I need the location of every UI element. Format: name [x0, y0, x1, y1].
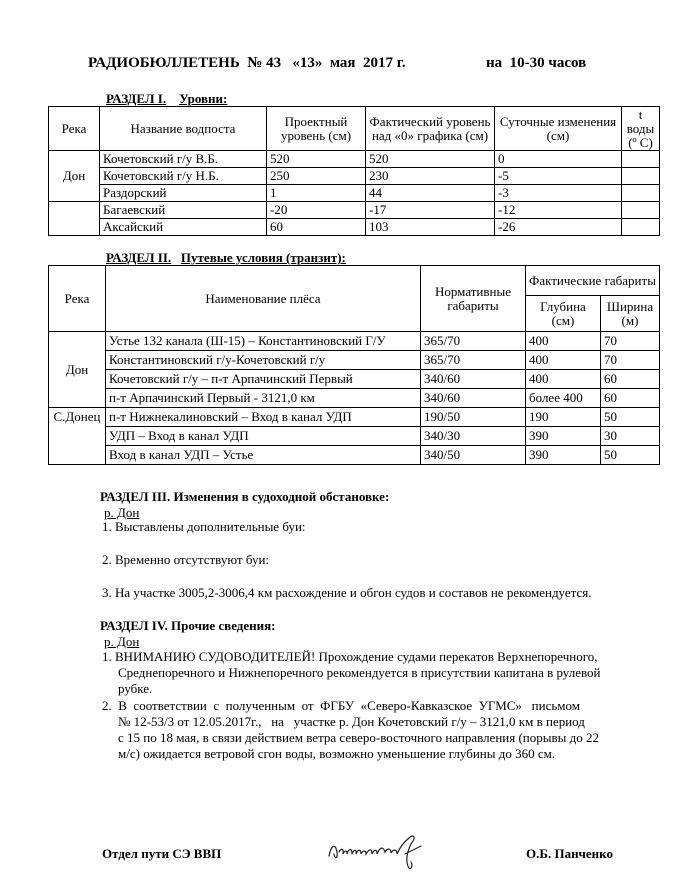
table-row: [49, 446, 660, 465]
station-name: Кочетовский г/у Н.Б.: [100, 168, 267, 185]
table-row: [49, 408, 660, 427]
width-value: 50: [601, 446, 660, 465]
actual-level: 103: [366, 219, 495, 236]
section4-item-2-line-1: 2. В соответствии с полученным от ФГБУ «Северо-Кавказское УГМС» письмом: [102, 698, 581, 713]
section4-item-1-line-3: рубке.: [118, 681, 153, 696]
table-row: [49, 185, 660, 202]
table-row: [49, 219, 660, 236]
bulletin-title: РАДИОБЮЛЛЕТЕНЬ № 43 «13» мая 2017 г.: [88, 55, 406, 71]
design-level: 520: [267, 151, 366, 168]
section4-item-2-line-4: м/с) ожидается ветровой сгон воды, возможно уменьшение глубины до 360 см.: [118, 746, 556, 761]
section1-title: Уровни:: [179, 91, 228, 106]
width-value: 70: [601, 351, 660, 370]
section1-label: РАЗДЕЛ I.: [106, 91, 167, 106]
section3-item-2: 2. Временно отсутствуют буи:: [102, 552, 270, 567]
water-temp: [622, 202, 660, 219]
col-design-level: Проектный уровень (см): [267, 107, 366, 151]
water-temp: [622, 219, 660, 236]
reach-name: Вход в канал УДП – Устье: [106, 446, 421, 465]
daily-change: -5: [495, 168, 622, 185]
actual-level: 230: [366, 168, 495, 185]
col-daily-change: Суточные изменения (см): [495, 107, 622, 151]
river-cell-blank: [49, 427, 106, 446]
section4-item-1-line-2: Среднепоречного и Нижнепоречного рекомендуется в присутствии капитана в рулевой: [118, 665, 601, 680]
table-row: [49, 332, 660, 351]
col-normative: Нормативные габариты: [421, 266, 526, 332]
daily-change: -12: [495, 202, 622, 219]
section3-heading: РАЗДЕЛ III. Изменения в судоходной обстановке:: [100, 489, 390, 504]
river-cell: С.Донец: [49, 408, 106, 427]
section2-title: Путевые условия (транзит):: [180, 250, 346, 265]
station-name: Багаевский: [100, 202, 267, 219]
design-level: 60: [267, 219, 366, 236]
section4-item-2-line-2: № 12-53/3 от 12.05.2017г., на участке р. Дон Кочетовский г/у – 3121,0 км в период: [118, 714, 585, 729]
signature-icon: [325, 828, 437, 874]
reach-name: Кочетовский г/у – п-т Арпачинский Первый: [106, 370, 421, 389]
station-name: Кочетовский г/у В.Б.: [100, 151, 267, 168]
section4-river: р. Дон: [104, 634, 140, 649]
normative-value: 190/50: [421, 408, 526, 427]
water-temp: [622, 151, 660, 168]
table-row: [49, 351, 660, 370]
reach-name: п-т Арпачинский Первый - 3121,0 км: [106, 389, 421, 408]
daily-change: 0: [495, 151, 622, 168]
design-level: -20: [267, 202, 366, 219]
col-river: Река: [49, 107, 100, 151]
depth-value: 390: [526, 446, 601, 465]
depth-value: 400: [526, 351, 601, 370]
transit-table: [48, 265, 660, 465]
table-row: [49, 427, 660, 446]
river-cell-blank: [49, 446, 106, 465]
actual-level: -17: [366, 202, 495, 219]
width-value: 70: [601, 332, 660, 351]
reach-name: Устье 132 канала (Ш-15) – Константиновский Г/У: [106, 332, 421, 351]
normative-value: 340/30: [421, 427, 526, 446]
station-name: Раздорский: [100, 185, 267, 202]
width-value: 60: [601, 370, 660, 389]
table-row: [49, 370, 660, 389]
section4-item-1-line-1: 1. ВНИМАНИЮ СУДОВОДИТЕЛЕЙ! Прохождение судами перекатов Верхнепоречного,: [102, 649, 598, 664]
water-temp: [622, 185, 660, 202]
depth-value: 400: [526, 332, 601, 351]
river-cell: Дон: [49, 332, 106, 408]
normative-value: 365/70: [421, 332, 526, 351]
river-cell: Дон: [49, 151, 100, 202]
signer-name: О.Б. Панченко: [526, 846, 613, 861]
width-value: 50: [601, 408, 660, 427]
water-temp: [622, 168, 660, 185]
actual-level: 520: [366, 151, 495, 168]
design-level: 250: [267, 168, 366, 185]
actual-level: 44: [366, 185, 495, 202]
normative-value: 340/60: [421, 389, 526, 408]
col-river: Река: [49, 266, 106, 332]
design-level: 1: [267, 185, 366, 202]
section3-item-3: 3. На участке 3005,2-3006,4 км расхождение и обгон судов и составов не рекомендуется.: [102, 585, 592, 600]
department-name: Отдел пути СЭ ВВП: [102, 846, 222, 861]
section2-label: РАЗДЕЛ II.: [106, 250, 172, 265]
reach-name: Константиновский г/у-Кочетовский г/у: [106, 351, 421, 370]
col-reach: Наименование плёса: [106, 266, 421, 332]
col-station: Название водпоста: [100, 107, 267, 151]
col-depth: Глубина (см): [526, 296, 601, 332]
width-value: 60: [601, 389, 660, 408]
station-name: Аксайский: [100, 219, 267, 236]
section3-item-1: 1. Выставлены дополнительные буи:: [102, 519, 306, 534]
col-width: Ширина (м): [601, 296, 660, 332]
col-water-temp: t воды (º C): [622, 107, 660, 151]
depth-value: 400: [526, 370, 601, 389]
depth-value: 190: [526, 408, 601, 427]
table-row: [49, 168, 660, 185]
table-row: [49, 202, 660, 219]
depth-value: более 400: [526, 389, 601, 408]
table-row: [49, 151, 660, 168]
section3-river: р. Дон: [104, 505, 140, 520]
normative-value: 365/70: [421, 351, 526, 370]
normative-value: 340/60: [421, 370, 526, 389]
col-actual-group: Фактические габариты: [526, 266, 660, 296]
bulletin-time: на 10-30 часов: [486, 55, 587, 71]
daily-change: -26: [495, 219, 622, 236]
levels-header-row: [49, 107, 660, 151]
river-cell-blank: [49, 202, 100, 219]
section1-heading: [106, 91, 227, 107]
reach-name: УДП – Вход в канал УДП: [106, 427, 421, 446]
table-row: [49, 389, 660, 408]
levels-table: [48, 106, 660, 236]
reach-name: п-т Нижнекалиновский – Вход в канал УДП: [106, 408, 421, 427]
river-cell-blank: [49, 219, 100, 236]
section4-item-2-line-3: с 15 по 18 мая, в связи действием ветра северо-восточного направления (порывы до 22: [118, 730, 599, 745]
section2-heading: [106, 250, 346, 266]
normative-value: 340/50: [421, 446, 526, 465]
transit-header-row: [49, 266, 660, 296]
col-actual-level: Фактический уровень над «0» графика (см): [366, 107, 495, 151]
width-value: 30: [601, 427, 660, 446]
daily-change: -3: [495, 185, 622, 202]
depth-value: 390: [526, 427, 601, 446]
section4-heading: РАЗДЕЛ IV. Прочие сведения:: [100, 618, 276, 633]
